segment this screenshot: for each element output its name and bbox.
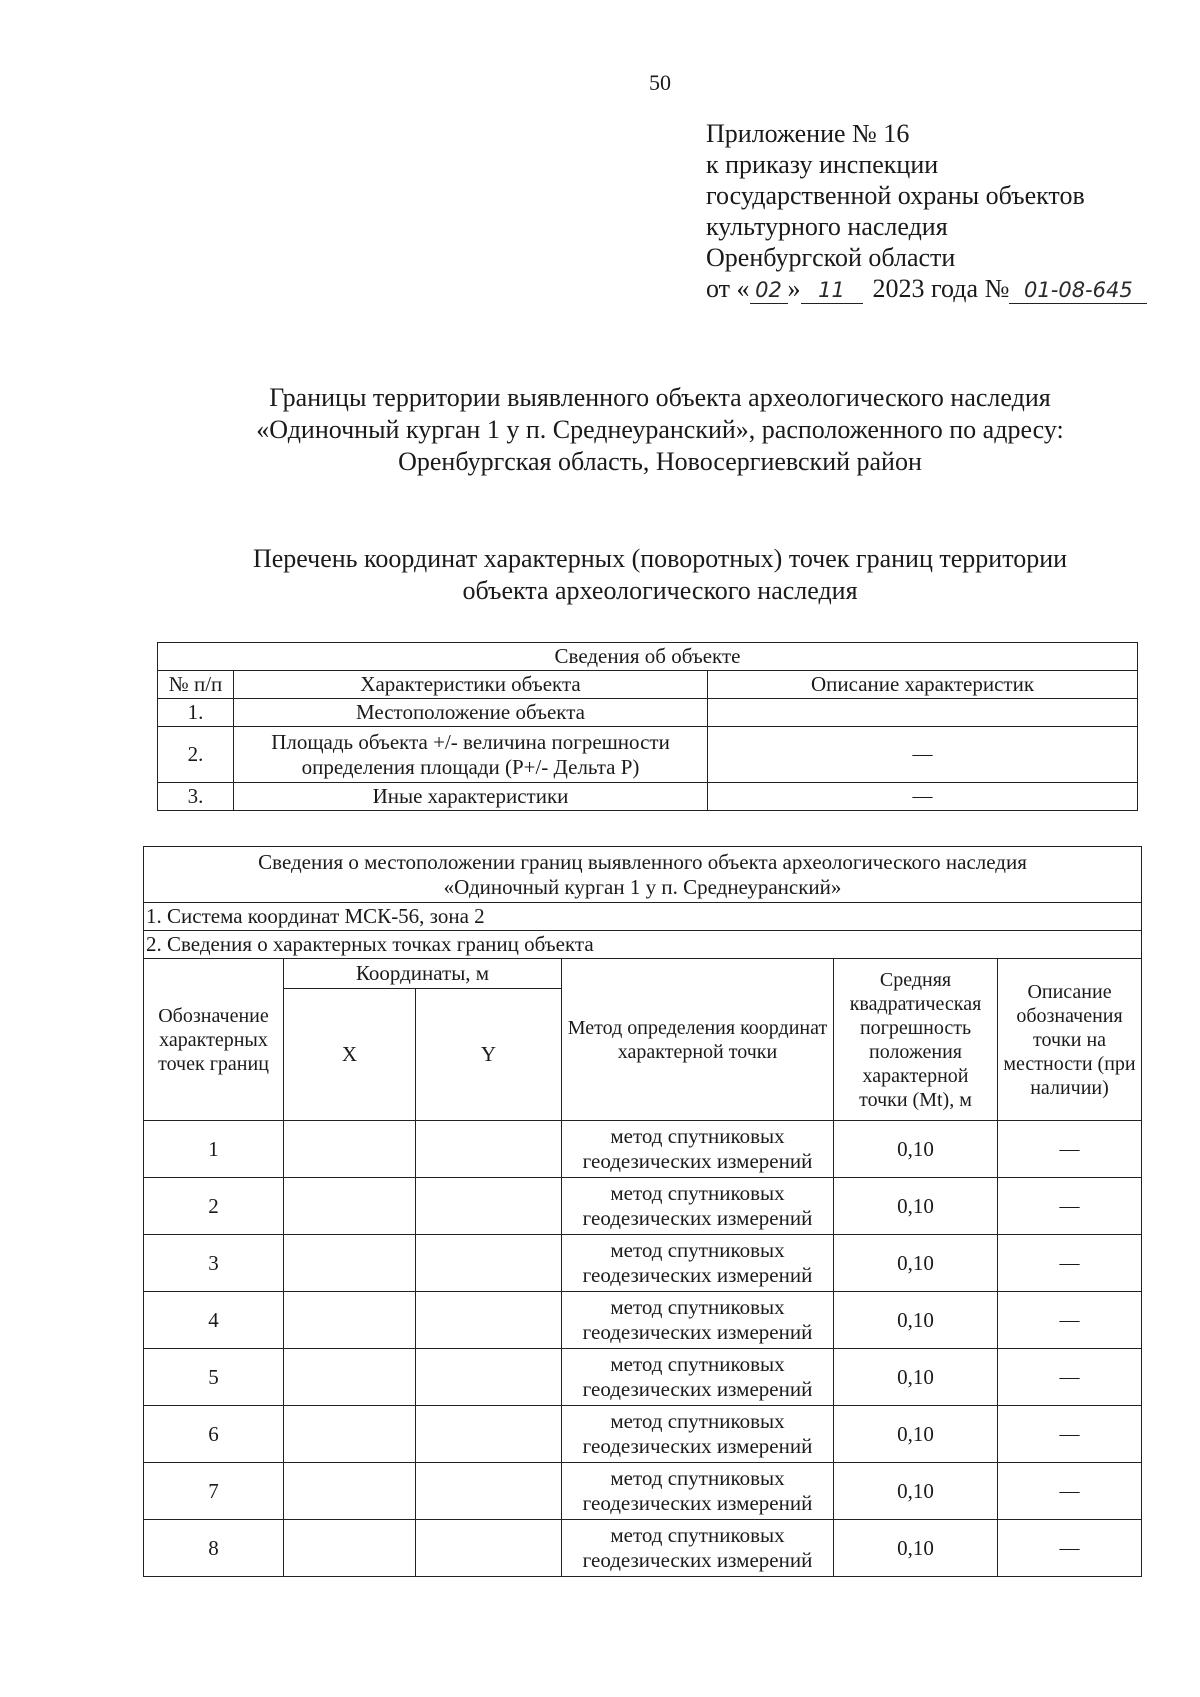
point-x <box>284 1520 416 1577</box>
col-error-header: Средняя квадратическая погрешность положения характерной точки (Mt), м <box>834 959 998 1121</box>
point-y <box>416 1235 562 1292</box>
point-y <box>416 1463 562 1520</box>
point-description: — <box>998 1520 1142 1577</box>
coordinate-system: 1. Система координат МСК-56, зона 2 <box>144 903 1142 931</box>
row-desc: — <box>708 727 1138 783</box>
appendix-block <box>706 118 1147 304</box>
header-line: «Одиночный курган 1 у п. Среднеуранский» <box>443 874 842 899</box>
point-description: — <box>998 1349 1142 1406</box>
point-error: 0,10 <box>834 1406 998 1463</box>
date-prefix: от « <box>706 274 750 303</box>
table-row <box>144 1463 1142 1520</box>
points-heading: 2. Сведения о характерных точках границ объекта <box>144 931 1142 959</box>
point-y <box>416 1292 562 1349</box>
table-row <box>158 783 1138 811</box>
table-row <box>144 1520 1142 1577</box>
point-description: — <box>998 1235 1142 1292</box>
title-line: «Одиночный курган 1 у п. Среднеуранский», расположенного по адресу: <box>256 415 1064 444</box>
col-x-header: X <box>284 989 416 1121</box>
table-row <box>144 1178 1142 1235</box>
point-id: 7 <box>144 1463 284 1520</box>
row-num: 2. <box>158 727 234 783</box>
point-id: 6 <box>144 1406 284 1463</box>
row-char: Площадь объекта +/- величина погрешности определения площади (Р+/- Дельта Р) <box>234 727 708 783</box>
row-num: 3. <box>158 783 234 811</box>
point-method: метод спутниковых геодезических измерений <box>562 1178 834 1235</box>
table-row <box>158 699 1138 727</box>
point-id: 3 <box>144 1235 284 1292</box>
appendix-line: культурного наследия <box>706 212 948 241</box>
appendix-date-line <box>706 273 1147 304</box>
point-method: метод спутниковых геодезических измерений <box>562 1463 834 1520</box>
row-desc: — <box>708 783 1138 811</box>
location-table-header <box>144 847 1142 903</box>
table-row <box>144 1349 1142 1406</box>
point-description: — <box>998 1463 1142 1520</box>
point-method: метод спутниковых геодезических измерений <box>562 1235 834 1292</box>
col-y-header: Y <box>416 989 562 1121</box>
point-method: метод спутниковых геодезических измерений <box>562 1406 834 1463</box>
col-num-header: № п/п <box>158 671 234 699</box>
object-table-header: Сведения об объекте <box>158 643 1138 671</box>
point-method: метод спутниковых геодезических измерений <box>562 1349 834 1406</box>
col-designation-header: Обозначение характерных точек границ <box>144 959 284 1121</box>
appendix-line: Оренбургской области <box>706 243 956 272</box>
point-description: — <box>998 1121 1142 1178</box>
appendix-line: Приложение № 16 <box>706 119 910 148</box>
point-id: 4 <box>144 1292 284 1349</box>
point-y <box>416 1121 562 1178</box>
table-row <box>158 727 1138 783</box>
document-title <box>150 382 1170 478</box>
document-subtitle <box>150 543 1170 607</box>
point-error: 0,10 <box>834 1121 998 1178</box>
point-id: 1 <box>144 1121 284 1178</box>
point-id: 5 <box>144 1349 284 1406</box>
point-method: метод спутниковых геодезических измерений <box>562 1292 834 1349</box>
table-row <box>144 1406 1142 1463</box>
point-x <box>284 1178 416 1235</box>
col-coords-header: Координаты, м <box>284 959 562 989</box>
point-error: 0,10 <box>834 1349 998 1406</box>
title-line: Оренбургская область, Новосергиевский район <box>398 447 922 476</box>
point-method: метод спутниковых геодезических измерений <box>562 1520 834 1577</box>
point-x <box>284 1292 416 1349</box>
point-x <box>284 1463 416 1520</box>
row-desc <box>708 699 1138 727</box>
point-x <box>284 1349 416 1406</box>
point-error: 0,10 <box>834 1292 998 1349</box>
col-description-header: Описание обозначения точки на местности (при наличии) <box>998 959 1142 1121</box>
point-error: 0,10 <box>834 1463 998 1520</box>
point-y <box>416 1349 562 1406</box>
date-mid: » <box>787 274 801 303</box>
date-year: 2023 года № <box>872 274 1010 303</box>
point-description: — <box>998 1406 1142 1463</box>
point-error: 0,10 <box>834 1178 998 1235</box>
subtitle-line: объекта археологического наследия <box>462 576 858 605</box>
object-info-table <box>157 642 1138 811</box>
point-error: 0,10 <box>834 1520 998 1577</box>
point-y <box>416 1520 562 1577</box>
table-row <box>144 1235 1142 1292</box>
row-num: 1. <box>158 699 234 727</box>
date-month: 11 <box>801 277 863 304</box>
point-y <box>416 1406 562 1463</box>
row-char: Иные характеристики <box>234 783 708 811</box>
appendix-line: государственной охраны объектов <box>706 181 1085 210</box>
point-x <box>284 1235 416 1292</box>
header-line: Сведения о местоположении границ выявленного объекта археологического наследия <box>258 849 1027 874</box>
col-char-header: Характеристики объекта <box>234 671 708 699</box>
point-description: — <box>998 1292 1142 1349</box>
page-number: 50 <box>649 70 671 95</box>
col-desc-header: Описание характеристик <box>708 671 1138 699</box>
point-y <box>416 1178 562 1235</box>
subtitle-line: Перечень координат характерных (поворотных) точек границ территории <box>252 544 1068 573</box>
title-line: Границы территории выявленного объекта археологического наследия <box>269 383 1051 412</box>
table-row <box>144 1292 1142 1349</box>
point-x <box>284 1121 416 1178</box>
col-method-header: Метод определения координат характерной точки <box>562 959 834 1121</box>
table-row <box>144 1121 1142 1178</box>
point-description: — <box>998 1178 1142 1235</box>
order-number: 01-08-645 <box>1009 277 1147 304</box>
point-method: метод спутниковых геодезических измерений <box>562 1121 834 1178</box>
date-day: 02 <box>750 277 788 304</box>
point-id: 8 <box>144 1520 284 1577</box>
point-id: 2 <box>144 1178 284 1235</box>
point-x <box>284 1406 416 1463</box>
location-table <box>143 846 1142 1577</box>
appendix-line: к приказу инспекции <box>706 150 939 179</box>
row-char: Местоположение объекта <box>234 699 708 727</box>
point-error: 0,10 <box>834 1235 998 1292</box>
